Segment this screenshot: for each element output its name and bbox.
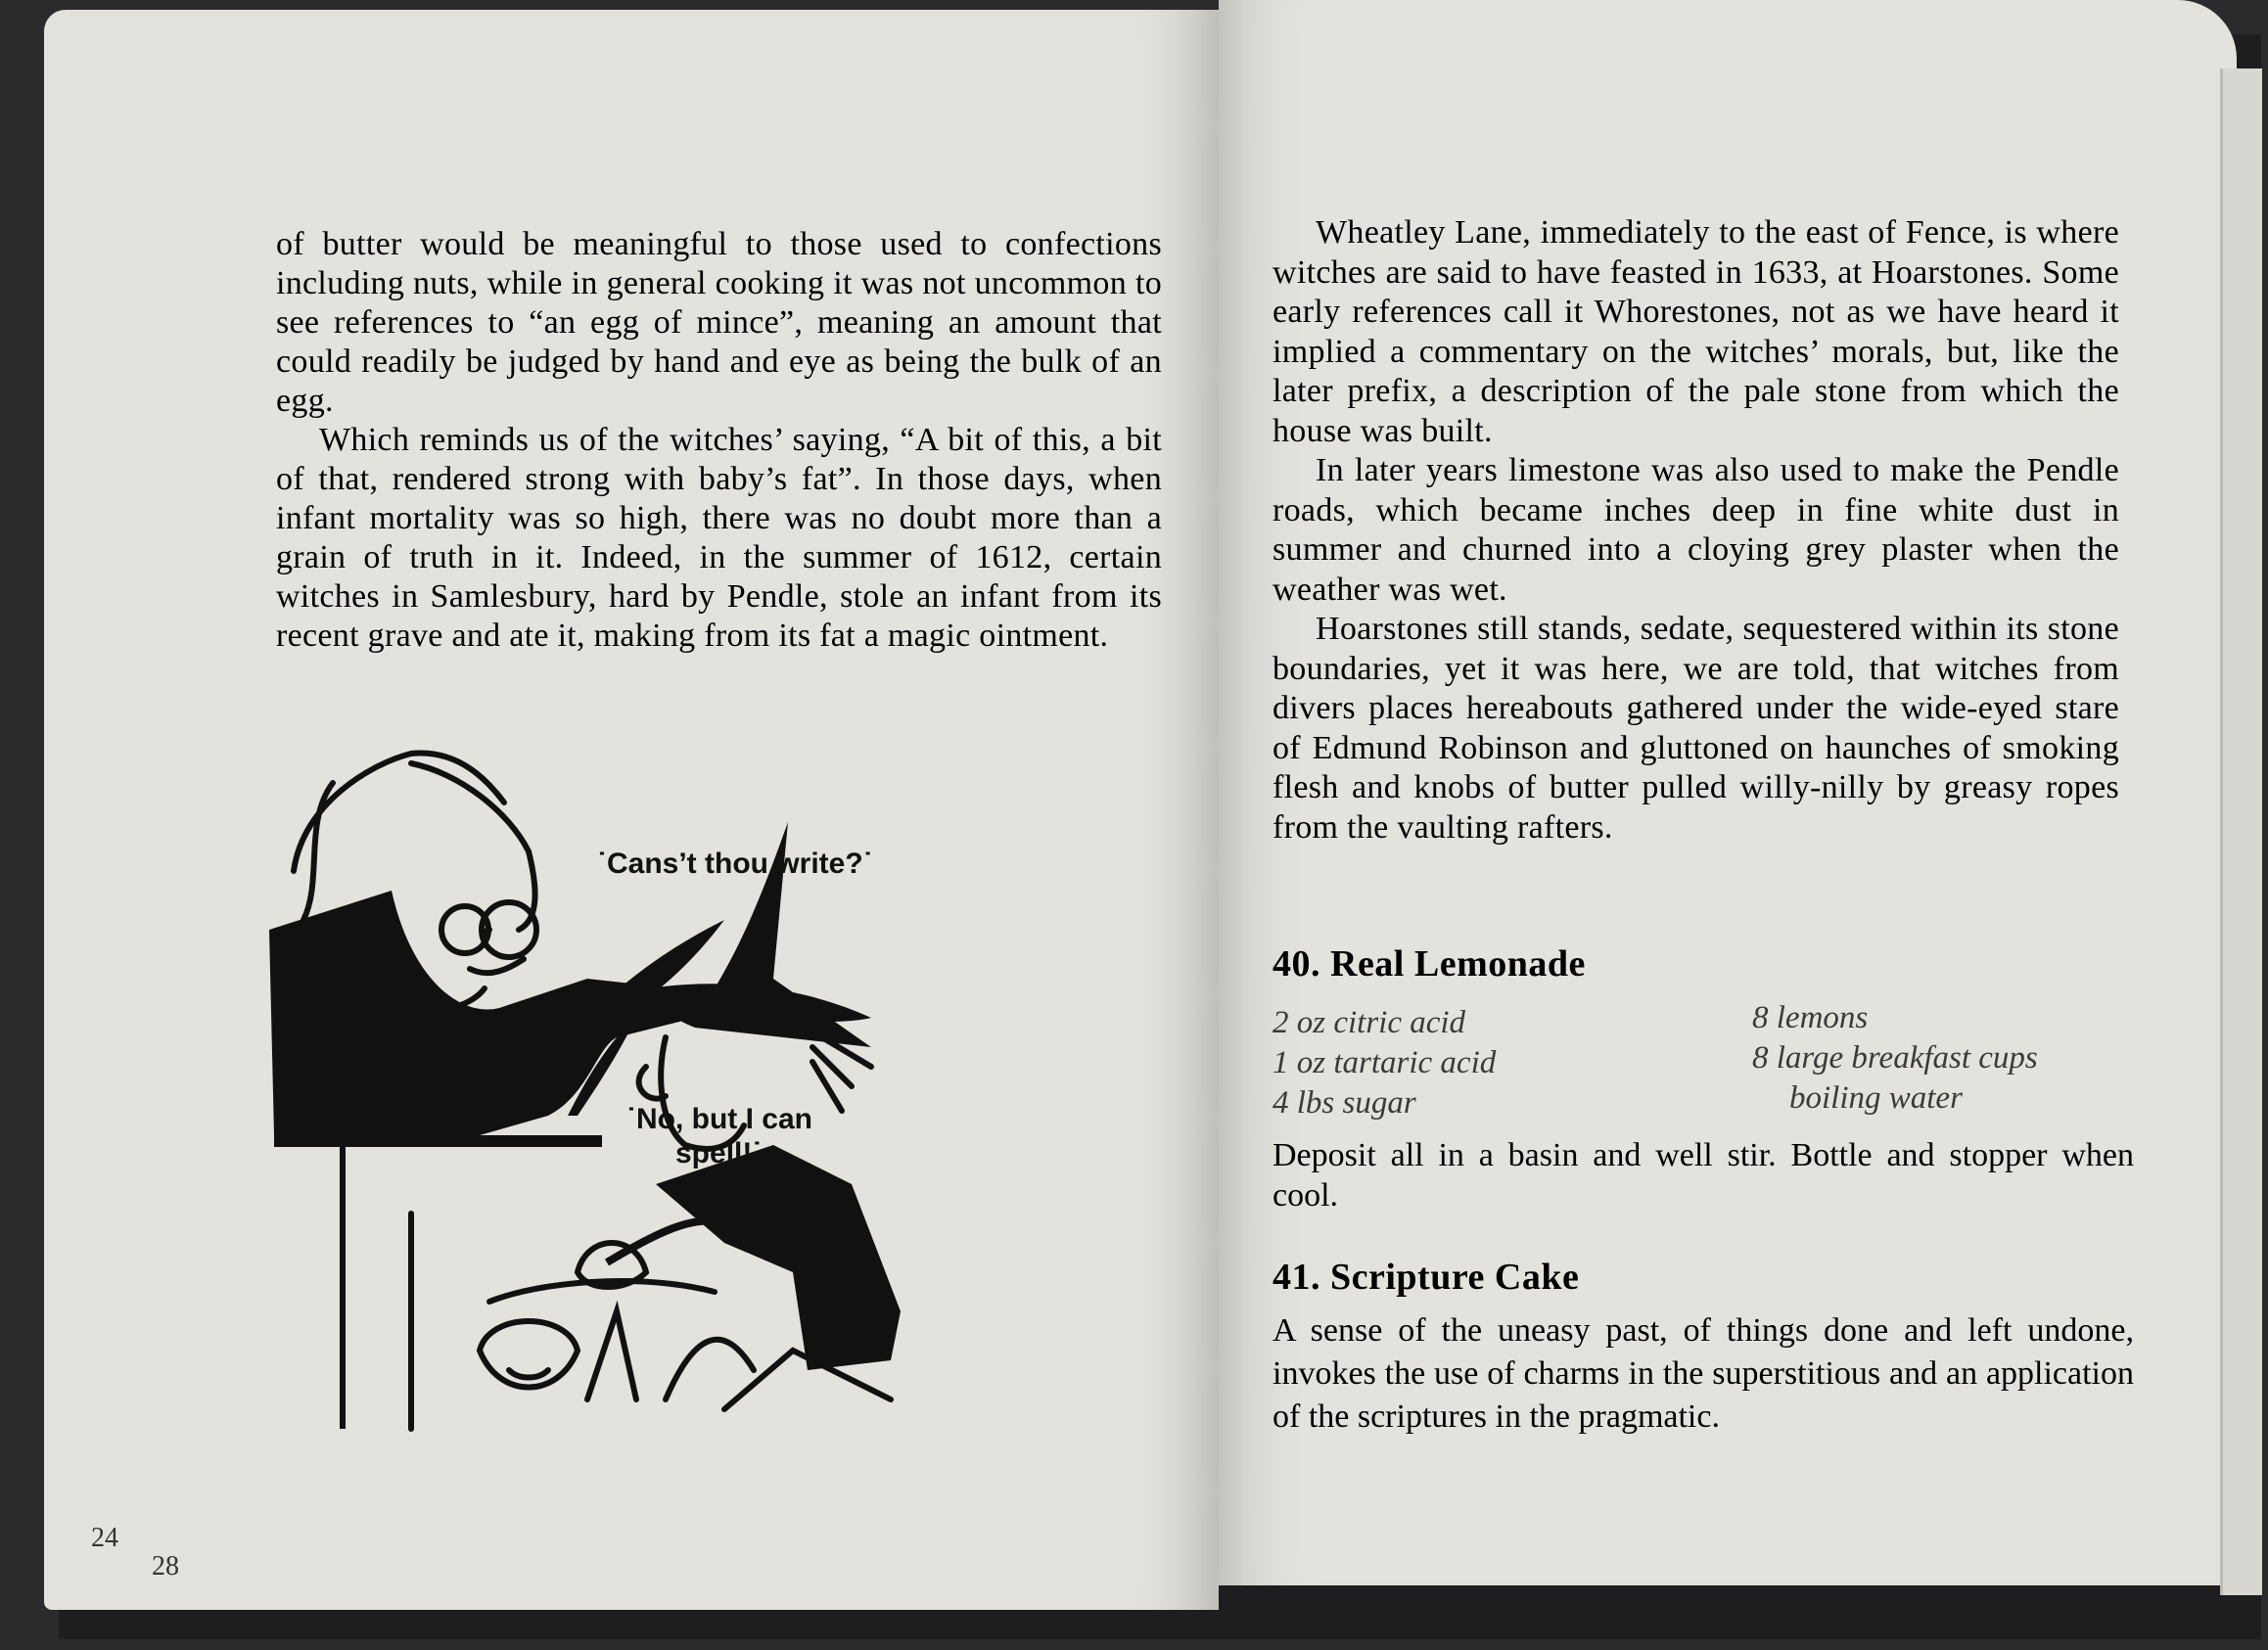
right-paragraph-3: Hoarstones still stands, sedate, sequestered within its stone boundaries, yet it was here, we are told, that witches from divers places hereabouts gathered under the wide-eyed stare of Edmund Robinson and gluttoned on haunches of smoking flesh and knobs of butter pulled willy-nilly by greasy ropes from the vaulting rafters. bbox=[1273, 611, 2119, 846]
right-page-body bbox=[1273, 213, 2119, 848]
ingredient-item: 1 oz tartaric acid bbox=[1273, 1045, 1497, 1080]
next-page-edge bbox=[2220, 69, 2262, 1595]
speech-bubble-scholar: ˙Cans’t thou write?˙ bbox=[597, 848, 873, 880]
ingredient-item: boiling water bbox=[1789, 1080, 1963, 1116]
right-paragraph-2: In later years limestone was also used to make the Pendle roads, which became inches deep in fine white dust in summer and churned into a cloying grey plaster when the weather was wet. bbox=[1273, 452, 2119, 608]
left-paragraph-2: Which reminds us of the witches’ saying, “A bit of this, a bit of that, rendered strong with baby’s fat”. In those days, when infant mortality was so high, there was no doubt more than a grain of truth in it. Indeed, in the summer of 1612, certain witches in Samlesbury, hard by Pendle, stole an infant from its recent grave and ate it, making from its fat a magic ointment. bbox=[276, 422, 1162, 654]
witch-hat-brim bbox=[602, 984, 871, 1022]
recipe-41-title: 41. Scripture Cake bbox=[1273, 1257, 1580, 1298]
recipe-41-method: A sense of the uneasy past, of things done and left undone, invokes the use of charms in the superstitious and an application of the scriptures in the pragmatic. bbox=[1273, 1312, 2134, 1435]
left-page-body bbox=[276, 225, 1162, 656]
ingredients-column-1 bbox=[1273, 1003, 1496, 1123]
recipe-40-title: 40. Real Lemonade bbox=[1273, 943, 1586, 985]
left-paragraph-1: of butter would be meaningful to those used to confections including nuts, while in general cooking it was not uncommon to see references to “an egg of mince”, meaning an amount that could readily be judged by hand and eye as being the bulk of an egg. bbox=[276, 226, 1162, 419]
page-number-24: 24 bbox=[91, 1523, 118, 1553]
table-top bbox=[274, 1135, 602, 1147]
right-paragraph-1: Wheatley Lane, immediately to the east of Fence, is where witches are said to have feasted in 1633, at Hoarstones. Some early references call it Whorestones, not as we have heard it implied a commentary on the witches’ morals, but, like the later prefix, a description of the pale stone from which the house was built. bbox=[1273, 214, 2119, 449]
ingredient-item: 4 lbs sugar bbox=[1273, 1085, 1416, 1121]
witch-cartoon-illustration bbox=[264, 724, 1175, 1448]
ingredient-item: 8 lemons bbox=[1752, 1000, 1869, 1035]
speech-bubble-witch-line2: spell!˙ bbox=[675, 1137, 763, 1169]
speech-bubble-witch-line1: ˙No, but I can bbox=[626, 1103, 812, 1135]
ingredients-column-2 bbox=[1752, 998, 2038, 1119]
page-number-28: 28 bbox=[152, 1551, 179, 1581]
ingredient-item: 8 large breakfast cups bbox=[1752, 1040, 2038, 1076]
recipe-40-method: Deposit all in a basin and well stir. Bottle and stopper when cool. bbox=[1273, 1137, 2134, 1214]
ingredient-item: 2 oz citric acid bbox=[1273, 1005, 1466, 1040]
witch-body bbox=[656, 1145, 901, 1370]
